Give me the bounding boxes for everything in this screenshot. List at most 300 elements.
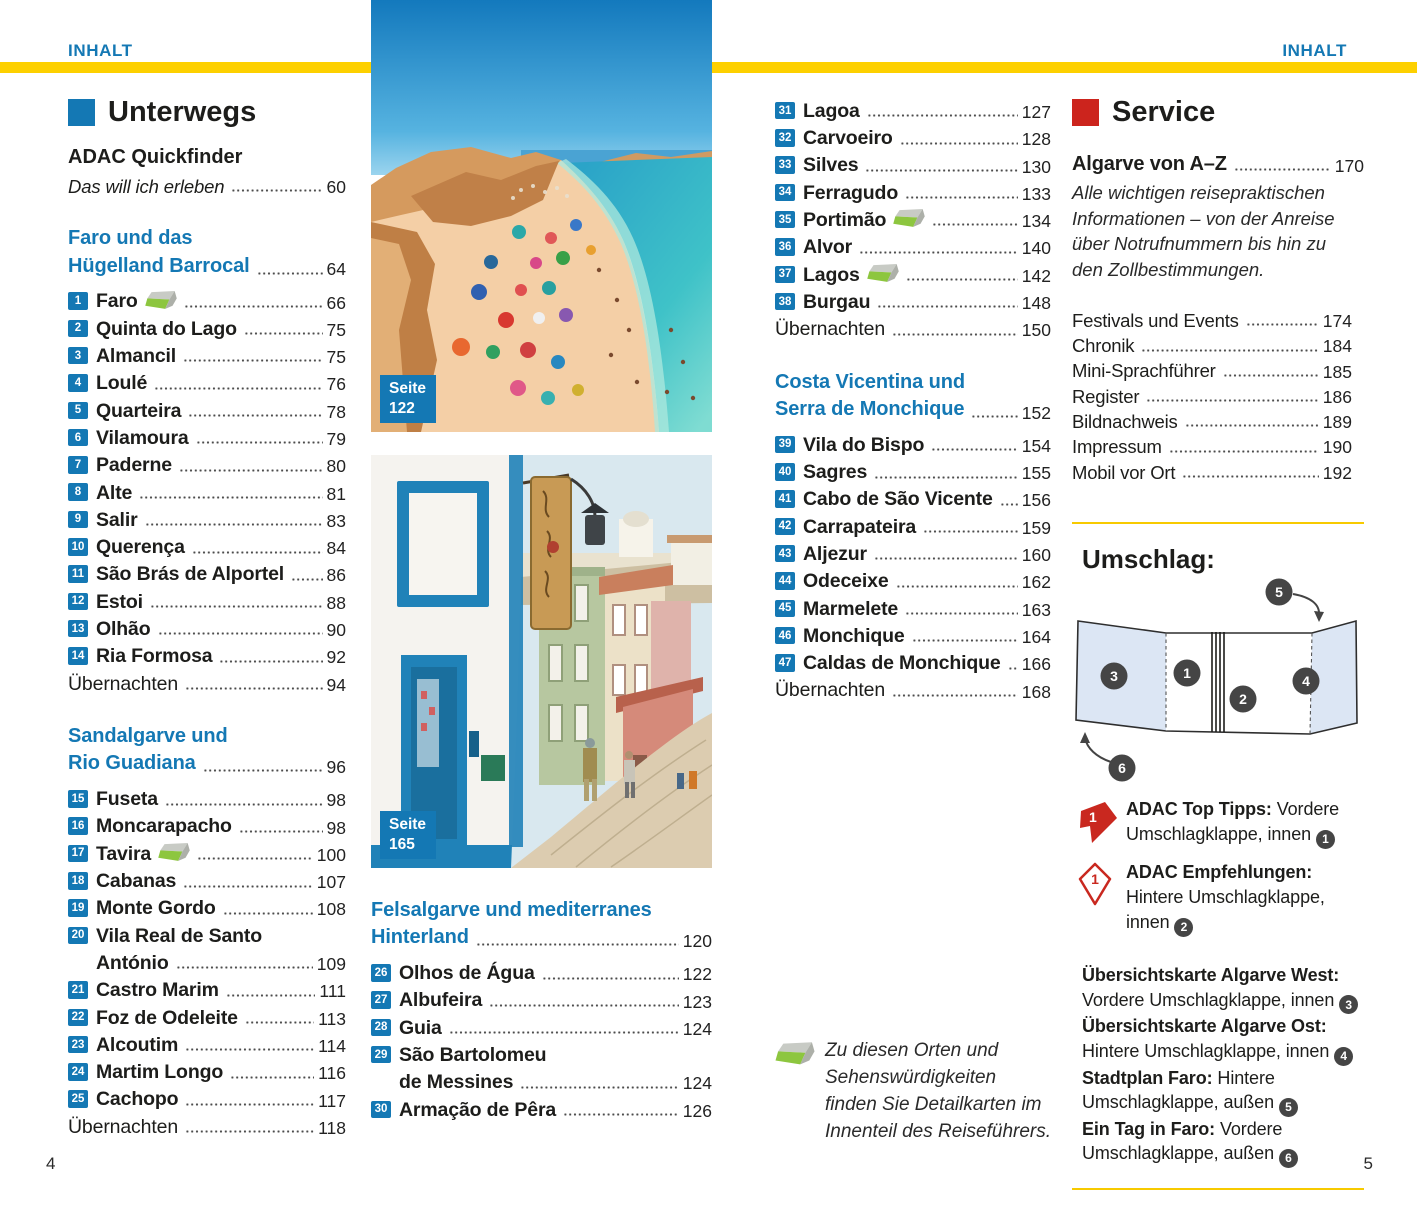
entry-number-badge: 37 — [775, 266, 795, 284]
entry-page: 127 — [1021, 101, 1051, 122]
entry-name: Ferragudo — [803, 181, 899, 204]
note-text: Zu diesen Orten und Sehenswürdigkeiten finden Sie Detailkarten im Innenteil des Reiseführers. — [825, 1039, 1052, 1142]
toc-entry — [68, 612, 346, 639]
dotted-leader — [874, 556, 1018, 560]
entry-page: 75 — [326, 319, 346, 340]
entry-name: Estoi — [96, 590, 143, 613]
entry-page: 98 — [326, 790, 346, 811]
uebernachten-row — [775, 312, 1051, 339]
legend-row — [1078, 860, 1362, 937]
entry-number-badge: 11 — [68, 565, 88, 583]
dotted-leader — [912, 638, 1018, 642]
cover-map-ref — [1082, 1014, 1360, 1065]
algarve-az-row — [1072, 145, 1364, 175]
entry-page: 166 — [1021, 654, 1051, 675]
entry-name: Ria Formosa — [96, 645, 213, 668]
entry-page: 168 — [1021, 681, 1051, 702]
dotted-leader — [244, 331, 323, 335]
entry-page: 114 — [318, 1035, 346, 1056]
section-heading — [371, 897, 712, 950]
street-photo — [371, 455, 712, 868]
section-heading — [68, 225, 346, 278]
toc-entry — [68, 892, 346, 919]
toc-entry — [371, 1038, 712, 1065]
section-title-line: Felsalgarve und mediterranes — [371, 899, 652, 921]
entry-number-badge: 26 — [371, 964, 391, 982]
map-icon — [867, 263, 899, 284]
entry-page: 108 — [316, 899, 346, 920]
section-title-line: Sandalgarve und — [68, 725, 228, 748]
toc-entry — [68, 1001, 346, 1028]
dotted-leader — [196, 440, 323, 444]
dotted-leader — [150, 604, 323, 608]
quickfinder-page: 60 — [326, 176, 346, 197]
toc-entry — [371, 1093, 712, 1120]
map-icon — [893, 208, 925, 229]
dotted-leader — [892, 332, 1018, 336]
entry-name: Quinta do Lago — [96, 317, 237, 340]
entry-page: 94 — [326, 674, 346, 695]
section-title-line: Faro und das — [68, 227, 193, 250]
map-ref-title: Übersichtskarte Algarve Ost: — [1082, 1016, 1327, 1037]
entry-page: 159 — [1021, 517, 1051, 538]
circle-number-badge: 6 — [1279, 1149, 1298, 1168]
legend-title: ADAC Top Tipps: — [1126, 799, 1272, 820]
toc-entry — [68, 421, 346, 448]
entry-number-badge: 43 — [775, 545, 795, 563]
legend-icon — [1078, 860, 1126, 937]
diagram-circle-4: 4 — [1302, 673, 1310, 690]
section-heading — [775, 369, 1051, 422]
dotted-leader — [906, 277, 1018, 281]
dotted-leader — [476, 942, 679, 946]
section-title-line: Hinterland — [371, 926, 469, 949]
entry-name: Impressum — [1072, 436, 1162, 458]
entry-name: Martim Longo — [96, 1061, 224, 1084]
entry-number-badge: 5 — [68, 402, 88, 420]
entry-page: 162 — [1021, 572, 1051, 593]
entry-page: 107 — [316, 872, 346, 893]
entry-name: Register — [1072, 385, 1140, 407]
section-title-line: Serra de Monchique — [775, 397, 965, 420]
entry-name: Almancil — [96, 345, 177, 368]
dotted-leader — [489, 1003, 679, 1007]
seite-page: 122 — [389, 399, 415, 417]
entry-number-badge: 17 — [68, 845, 88, 863]
dotted-leader — [931, 447, 1018, 451]
entry-number-badge: 12 — [68, 593, 88, 611]
circle-number-badge: 2 — [1174, 918, 1193, 937]
legend-icon — [1078, 797, 1126, 850]
toc-entry — [775, 176, 1051, 203]
dotted-leader — [197, 856, 313, 860]
entry-name: Übernachten — [775, 318, 886, 341]
circle-number-badge: 3 — [1339, 995, 1358, 1014]
toc-entry — [775, 564, 1051, 591]
dotted-leader — [291, 577, 322, 581]
dotted-leader — [185, 1102, 314, 1106]
entry-number-badge: 14 — [68, 647, 88, 665]
entry-page: 116 — [318, 1063, 346, 1084]
entry-page: 192 — [1322, 462, 1352, 483]
entry-name: Mini-Sprachführer — [1072, 360, 1216, 382]
dotted-leader — [245, 1020, 314, 1024]
cover-map-ref — [1082, 963, 1360, 1014]
blue-square-icon — [68, 99, 95, 126]
entry-number-badge: 39 — [775, 436, 795, 454]
toc-entry — [68, 837, 346, 864]
dotted-leader — [179, 468, 323, 472]
seite-page: 165 — [389, 835, 415, 853]
toc-entry — [68, 503, 346, 530]
entry-page: 186 — [1322, 386, 1352, 407]
map-ref-text: Hintere Umschlagklappe, innen — [1082, 1040, 1330, 1061]
uebernachten-row — [68, 667, 346, 694]
service-item-row — [1072, 305, 1352, 330]
entry-name: Quarteira — [96, 399, 182, 422]
entry-number-badge: 23 — [68, 1036, 88, 1054]
entry-number-badge: 46 — [775, 627, 795, 645]
toc-entry — [775, 592, 1051, 619]
entry-page: 75 — [326, 347, 346, 368]
map-ref-title: Stadtplan Faro: — [1082, 1067, 1213, 1088]
entry-page: 81 — [326, 483, 346, 504]
entry-name: Übernachten — [775, 679, 886, 702]
entry-number-badge: 47 — [775, 654, 795, 672]
entry-name: Alvor — [803, 236, 853, 259]
entry-page: 164 — [1021, 626, 1051, 647]
entry-name: Castro Marim — [96, 979, 219, 1002]
entry-name: Lagoa — [803, 99, 860, 122]
entry-number-badge: 15 — [68, 790, 88, 808]
toc-entry — [68, 530, 346, 557]
red-square-icon — [1072, 99, 1099, 126]
column-unterwegs — [68, 88, 346, 1137]
dotted-leader — [542, 976, 679, 980]
umschlag-box — [1072, 522, 1364, 1190]
map-ref-text: Vordere Umschlagklappe, innen — [1082, 989, 1335, 1010]
entry-name: Cabo de São Vicente — [803, 488, 993, 511]
entry-name: Albufeira — [399, 989, 483, 1012]
service-item-row — [1072, 381, 1352, 406]
entry-name: Guia — [399, 1016, 442, 1039]
dotted-leader — [230, 1075, 314, 1079]
entry-number-badge: 34 — [775, 184, 795, 202]
toc-entry — [775, 121, 1051, 148]
entry-page: 66 — [326, 292, 346, 313]
entry-number-badge: 7 — [68, 456, 88, 474]
toc-entry — [371, 984, 712, 1011]
legend-text — [1126, 797, 1362, 850]
toc-entry — [371, 956, 712, 983]
section-title-line: Rio Guadiana — [68, 752, 196, 775]
toc-entry — [371, 1011, 712, 1038]
entry-number-badge: 40 — [775, 463, 795, 481]
entry-page: 124 — [682, 1018, 712, 1039]
entry-name: Carvoeiro — [803, 127, 893, 150]
top-tipp-arrow-icon — [1078, 799, 1118, 845]
column-west-costa — [775, 88, 1051, 1145]
toc-entry — [775, 537, 1051, 564]
toc-entry — [68, 1055, 346, 1082]
toc-entry-list — [68, 285, 346, 667]
entry-number-badge: 28 — [371, 1019, 391, 1037]
cover-map-ref — [1082, 1117, 1360, 1168]
entry-name: Chronik — [1072, 335, 1135, 357]
dotted-leader — [219, 659, 322, 663]
entry-name: Sagres — [803, 461, 868, 484]
entry-page: 128 — [1021, 129, 1051, 150]
section-sandalgarve — [68, 723, 346, 1137]
entry-name: Fuseta — [96, 788, 158, 811]
circle-number-badge: 1 — [1316, 830, 1335, 849]
cover-map-ref — [1082, 1066, 1360, 1117]
running-head-left: INHALT — [68, 41, 133, 60]
toc-entry-continued — [68, 946, 346, 973]
entry-page: 78 — [326, 401, 346, 422]
toc-entry — [68, 366, 346, 393]
map-icon — [158, 842, 190, 863]
page-ref-badge — [380, 811, 436, 859]
dotted-leader — [892, 693, 1018, 697]
entry-number-badge: 2 — [68, 320, 88, 338]
dotted-leader — [139, 495, 322, 499]
toc-entry — [775, 483, 1051, 510]
entry-name: Paderne — [96, 454, 172, 477]
dotted-leader — [184, 304, 323, 308]
diagram-circle-2: 2 — [1239, 691, 1247, 708]
entry-name: Odeceixe — [803, 570, 889, 593]
entry-number-badge: 10 — [68, 538, 88, 556]
entry-page: 133 — [1021, 183, 1051, 204]
entry-name: Festivals und Events — [1072, 309, 1239, 331]
map-ref-title: Ein Tag in Faro: — [1082, 1118, 1216, 1139]
toc-entry — [68, 1083, 346, 1110]
dotted-leader — [239, 829, 323, 833]
dotted-leader — [231, 188, 322, 192]
entry-number-badge: 31 — [775, 102, 795, 120]
part-title-label: Unterwegs — [108, 95, 257, 128]
entry-number-badge: 32 — [775, 129, 795, 147]
legend-text — [1126, 860, 1362, 937]
toc-entry — [775, 230, 1051, 257]
circle-number-badge: 4 — [1334, 1047, 1353, 1066]
entry-name: Armação de Pêra — [399, 1098, 557, 1121]
dotted-leader — [563, 1112, 679, 1116]
section-page: 64 — [326, 259, 346, 280]
section-felsalgarve — [371, 897, 712, 1120]
entry-number-badge: 20 — [68, 927, 88, 945]
toc-entry-continued — [371, 1065, 712, 1092]
entry-page: 163 — [1021, 599, 1051, 620]
uebernachten-row — [775, 674, 1051, 701]
entry-page: 170 — [1334, 155, 1364, 176]
seite-label: Seite — [389, 380, 427, 397]
toc-entry — [68, 558, 346, 585]
dotted-leader — [192, 550, 323, 554]
dotted-leader — [971, 414, 1017, 418]
dotted-leader — [867, 113, 1018, 117]
dotted-leader — [520, 1085, 678, 1089]
entry-page: 92 — [326, 647, 346, 668]
icon-number: 1 — [1091, 871, 1099, 888]
entry-page: 122 — [682, 964, 712, 985]
toc-entry — [68, 1028, 346, 1055]
entry-page: 111 — [319, 981, 346, 1002]
seite-label: Seite — [389, 816, 427, 833]
entry-page: 88 — [326, 592, 346, 613]
toc-entry — [775, 646, 1051, 673]
entry-page: 80 — [326, 456, 346, 477]
beach-photo-illustration — [371, 0, 712, 432]
entry-name: Salir — [96, 508, 138, 531]
toc-entry — [775, 285, 1051, 312]
dotted-leader — [1234, 167, 1331, 171]
entry-name: Vila Real de Santo — [96, 924, 263, 947]
entry-number-badge: 42 — [775, 518, 795, 536]
quickfinder-title: ADAC Quickfinder — [68, 146, 243, 168]
dotted-leader — [932, 222, 1017, 226]
entry-page: 156 — [1021, 490, 1051, 511]
diagram-circle-1: 1 — [1183, 665, 1191, 682]
entry-page: 190 — [1322, 437, 1352, 458]
part-title-label: Service — [1112, 95, 1216, 128]
dotted-leader — [185, 1047, 314, 1051]
entry-number-badge: 4 — [68, 374, 88, 392]
entry-name: Olhão — [96, 617, 151, 640]
toc-entry-list — [68, 782, 346, 1110]
dotted-leader — [203, 768, 323, 772]
entry-number-badge: 16 — [68, 817, 88, 835]
map-ref-title: Übersichtskarte Algarve West: — [1082, 965, 1340, 986]
entry-page: 134 — [1021, 211, 1051, 232]
entry-name: Algarve von A–Z — [1072, 153, 1227, 175]
entry-name: Vila do Bispo — [803, 433, 925, 456]
entry-name: Loulé — [96, 372, 148, 395]
entry-name: Mobil vor Ort — [1072, 461, 1176, 483]
toc-entry — [775, 94, 1051, 121]
dotted-leader — [223, 911, 313, 915]
toc-entry — [775, 428, 1051, 455]
dotted-leader — [1185, 423, 1319, 427]
entry-page: 174 — [1322, 310, 1352, 331]
uebernachten-row — [68, 1110, 346, 1137]
legend-desc: Hintere Umschlagklappe, innen — [1126, 887, 1325, 933]
entry-page: 148 — [1021, 293, 1051, 313]
entry-page: 154 — [1021, 435, 1051, 456]
section-title-line: Hügelland Barrocal — [68, 254, 250, 277]
algarve-az-description: Alle wichtigen reisepraktischen Informationen – von der Anreise über Notrufnummern bis hin zu den Zollbestimmungen. — [1072, 182, 1335, 280]
dotted-leader — [145, 522, 323, 526]
dotted-leader — [185, 1129, 314, 1133]
entry-name: Portimão — [803, 209, 887, 232]
entry-number-badge: 22 — [68, 1009, 88, 1027]
entry-page: 123 — [682, 991, 712, 1012]
service-item-row — [1072, 406, 1352, 431]
entry-name: Burgau — [803, 290, 871, 313]
dotted-leader — [874, 475, 1018, 479]
dotted-leader — [877, 304, 1017, 308]
entry-page: 113 — [318, 1008, 346, 1029]
toc-entry — [775, 455, 1051, 482]
entry-number-badge: 25 — [68, 1090, 88, 1108]
entry-page: 100 — [316, 844, 346, 865]
dotted-leader — [905, 611, 1018, 615]
circle-number-badge: 5 — [1279, 1098, 1298, 1117]
dotted-leader — [176, 965, 313, 969]
entry-page: 126 — [682, 1100, 712, 1121]
entry-name: Monte Gordo — [96, 897, 216, 920]
toc-entry — [68, 639, 346, 666]
dotted-leader — [185, 686, 323, 690]
entry-number-badge: 29 — [371, 1046, 391, 1064]
entry-name: Cachopo — [96, 1088, 179, 1111]
section-faro — [68, 225, 346, 694]
column-service — [1072, 88, 1364, 1190]
legend-list — [1072, 797, 1364, 937]
entry-number-badge: 30 — [371, 1101, 391, 1119]
section-costa — [775, 369, 1051, 701]
toc-entry — [775, 149, 1051, 176]
entry-number-badge: 36 — [775, 238, 795, 256]
entry-name: Faro — [96, 290, 138, 313]
entry-number-badge: 3 — [68, 347, 88, 365]
entry-number-badge: 21 — [68, 981, 88, 999]
toc-entry — [775, 510, 1051, 537]
entry-page: 98 — [326, 817, 346, 838]
toc-entry — [68, 339, 346, 366]
entry-name: Lagos — [803, 263, 860, 286]
entry-number-badge: 44 — [775, 572, 795, 590]
entry-number-badge: 8 — [68, 483, 88, 501]
dotted-leader — [923, 529, 1018, 533]
dotted-leader — [188, 413, 322, 417]
section-title-line: Costa Vicentina und — [775, 370, 965, 393]
toc-entry — [68, 864, 346, 891]
entry-page: 76 — [326, 374, 346, 395]
entry-page: 185 — [1322, 361, 1352, 382]
dotted-leader — [865, 168, 1017, 172]
map-icon — [145, 290, 177, 311]
entry-number-badge: 19 — [68, 899, 88, 917]
entry-name: Caldas de Monchique — [803, 652, 1001, 675]
dotted-leader — [226, 993, 316, 997]
quickfinder-row — [68, 169, 346, 196]
entry-page: 184 — [1322, 336, 1352, 357]
map-ref-text: Hintere Umschlagklappe, außen — [1082, 1067, 1275, 1113]
entry-number-badge: 6 — [68, 429, 88, 447]
service-items-list — [1072, 305, 1352, 482]
dotted-leader — [165, 802, 323, 806]
dotted-leader — [900, 141, 1018, 145]
toc-entry — [775, 258, 1051, 285]
entry-name: Aljezur — [803, 542, 867, 565]
column-photos — [371, 0, 712, 1120]
running-head-right: INHALT — [1282, 41, 1347, 60]
entry-page: 124 — [682, 1073, 712, 1094]
entry-page: 150 — [1021, 320, 1051, 341]
entry-name: Übernachten — [68, 672, 179, 695]
entry-name: Cabanas — [96, 870, 177, 893]
cover-fold-diagram — [1072, 577, 1360, 787]
icon-number: 1 — [1089, 809, 1097, 826]
toc-entry-list — [775, 94, 1051, 312]
entry-number-badge: 33 — [775, 156, 795, 174]
entry-page: 142 — [1021, 265, 1051, 286]
toc-entry — [68, 810, 346, 837]
toc-entry — [68, 476, 346, 503]
cover-maps-list — [1082, 963, 1360, 1168]
